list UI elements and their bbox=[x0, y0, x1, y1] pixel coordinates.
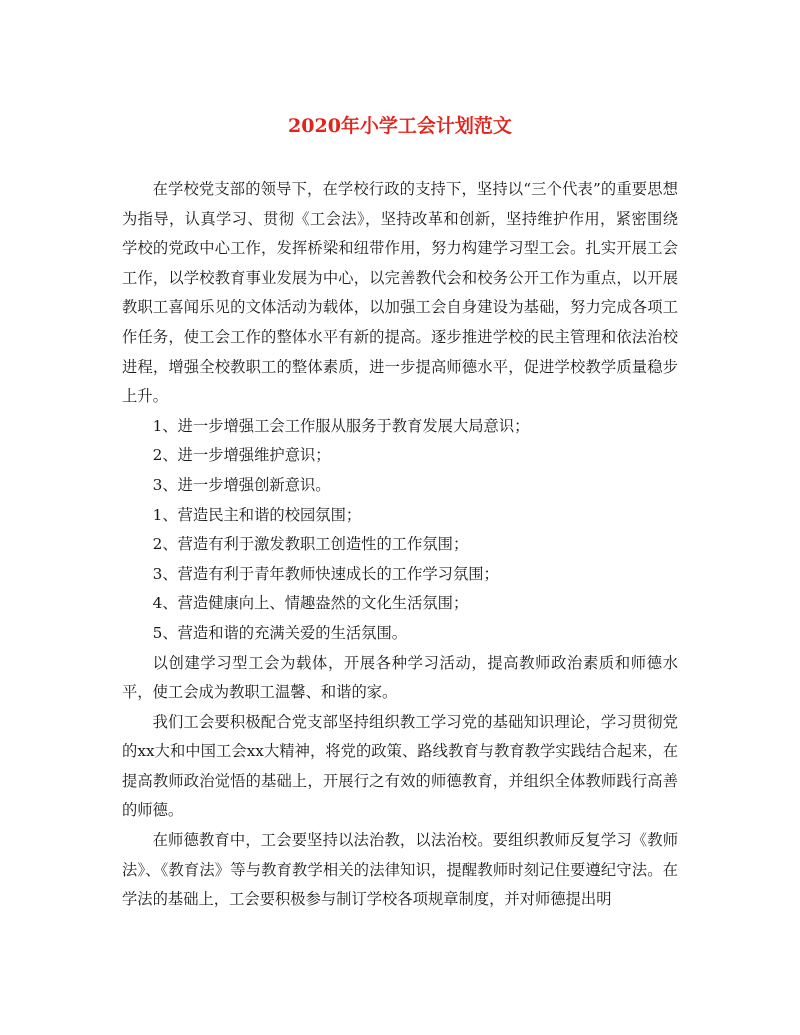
list-item: 3、营造有利于青年教师快速成长的工作学习氛围； bbox=[152, 564, 499, 583]
intro-paragraph: 在学校党支部的领导下，在学校行政的支持下，坚持以“三个代表”的重要思想为指导，认真学习、贯彻《工会法》，坚持改革和创新，坚持维护作用，紧密围绕学校的党政中心工作，发挥桥梁和纽带作用，努力构建学习型工会。扎实开展工会工作，以学校教育事业发展为中心，以完善教代会和校务公开工作为重点，以开展教职工喜闻乐见的文体活动为载体，以加强工会自身建设为基础，努力完成各项工作任务，使工会工作的整体水平有新的提高。逐步推进学校的民主管理和依法治校进程，增强全校教职工的整体素质，进一步提高师德水平，促进学校教学质量稳步上升。 bbox=[122, 180, 678, 406]
ethics-education-paragraph: 在师德教育中，工会要坚持以法治教，以法治校。要组织教师反复学习《教师法》、《教育法》等与教育教学相关的法律知识，提醒教师时刻记住要遵纪守法。在学法的基础上，工会要积极参与制订学校各项规章制度，并对师德提出明 bbox=[122, 831, 678, 909]
list-item: 1、营造民主和谐的校园氛围； bbox=[152, 505, 362, 524]
document-body bbox=[122, 175, 678, 915]
document-title: 2020年小学工会计划范文 bbox=[288, 115, 512, 137]
list-item: 5、营造和谐的充满关爱的生活氛围。 bbox=[152, 623, 408, 642]
list-item: 2、营造有利于激发教职工创造性的工作氛围； bbox=[152, 535, 469, 554]
party-study-paragraph: 我们工会要积极配合党支部坚持组织教工学习党的基础知识理论，学习贯彻党的xx大和中国工会xx大精神，将党的政策、路线教育与教育教学实践结合起来，在提高教师政治觉悟的基础上，开展行之有效的师德教育，并组织全体教师践行高善的师德。 bbox=[122, 712, 678, 820]
list-item: 2、进一步增强维护意识； bbox=[152, 446, 331, 465]
list-item: 4、营造健康向上、情趣盎然的文化生活氛围； bbox=[152, 594, 469, 613]
list-item: 3、进一步增强创新意识。 bbox=[152, 475, 331, 494]
list-item: 1、进一步增强工会工作服从服务于教育发展大局意识； bbox=[152, 416, 530, 435]
learning-paragraph: 以创建学习型工会为载体，开展各种学习活动，提高教师政治素质和师德水平，使工会成为教职工温馨、和谐的家。 bbox=[122, 653, 678, 702]
